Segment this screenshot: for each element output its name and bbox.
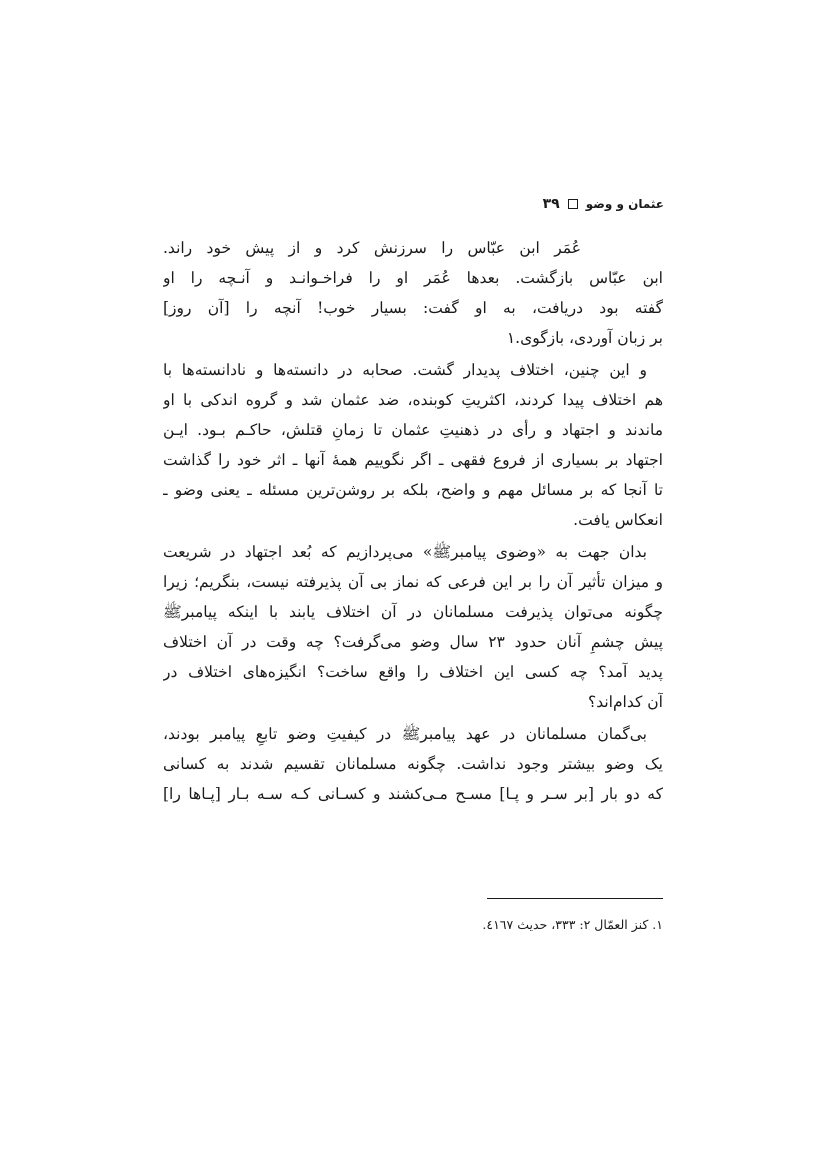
running-title: عثمان و وضو — [585, 197, 664, 211]
paragraph-line: آن کدام‌اند؟ — [587, 693, 663, 711]
paragraph-line: پدید آمد؟ چه کسی این اختلاف را واقع ساخت؟ انگیزه‌های اختلاف در — [163, 663, 663, 681]
paragraph-line: انعکاس یافت. — [573, 511, 663, 529]
paragraph-line: هم اختلاف پیدا کردند، اکثریتِ کوبنده، ضد عثمان شد و گروه اندکی با او — [163, 391, 663, 409]
quote-line: گفته بود دریافت، به او گفت: بسیار خوب! آنچه را [آن روز] — [163, 299, 663, 317]
footnote-divider — [487, 898, 663, 899]
paragraph-line: اجتهاد بر بسیاری از فروع فقهی ـ اگر نگوییم همهٔ آنها ـ اثر خود را گذاشت — [163, 451, 663, 469]
paragraph-line: چگونه می‌توان پذیرفت مسلمانان در آن اختلاف یابند با اینکه پیامبرﷺ — [163, 603, 663, 621]
paragraph-line: یک وضو بیشتر وجود نداشت. چگونه مسلمانان تقسیم شدند به کسانی — [163, 755, 663, 773]
quote-line: عُمَر ابن عبّاس را سرزنش کرد و از پیش خود راند. — [163, 239, 581, 257]
quote-line: بر زبان آوردی، بازگوی.۱ — [506, 329, 663, 347]
paragraph-line: که دو بار [بر سـر و پـا] مسـح مـی‌کشند و کسـانی کـه سـه بـار [پـاها را] — [163, 785, 663, 803]
footnote: ۱. کنز العمّال ۲: ۳۳۳، حدیث ٤١٦٧. — [482, 917, 663, 932]
running-header — [543, 193, 664, 215]
paragraph-line: بدان جهت به «وضوی پیامبرﷺ» می‌پردازیم که بُعد اجتهاد در شریعت — [163, 543, 647, 561]
paragraph-line: بی‌گمان مسلمانان در عهد پیامبرﷺ در کیفیتِ وضو تابعِ پیامبر بودند، — [163, 725, 647, 743]
paragraph-line: تا آنجا که بر مسائل مهم و واضح، بلکه بر روشن‌ترین مسئله ـ یعنی وضو ـ — [163, 481, 663, 499]
page-number: ٣٩ — [542, 196, 560, 212]
body-text — [163, 233, 663, 809]
paragraph-line: پیش چشمِ آنان حدود ۲۳ سال وضو می‌گرفت؟ چه وقت در آن اختلاف — [163, 633, 663, 651]
header-square-icon — [568, 199, 578, 209]
quote-line: ابن عبّاس بازگشت. بعدها عُمَر او را فراخـوانـد و آنـچه را او — [163, 269, 663, 287]
paragraph-line: و میزان تأثیر آن را بر این فرعی که نماز بی آن پذیرفته نیست، بنگریم؛ زیرا — [163, 573, 663, 591]
paragraph-line: و این چنین، اختلاف پدیدار گشت. صحابه در دانسته‌ها و نادانسته‌ها با — [163, 361, 647, 379]
paragraph-line: ماندند و اجتهاد و رأی در ذهنیتِ عثمان تا زمانِ قتلش، حاکـم بـود. ایـن — [163, 421, 663, 439]
